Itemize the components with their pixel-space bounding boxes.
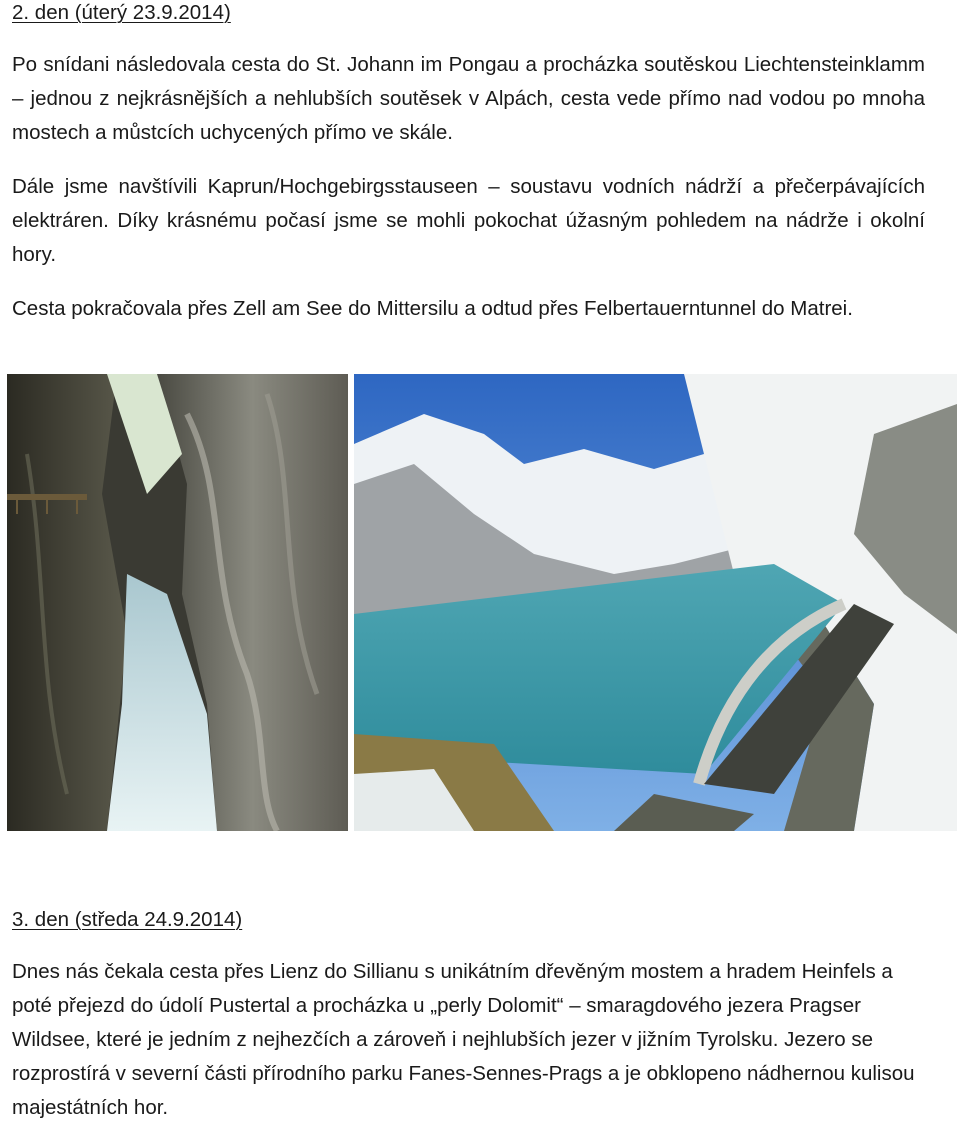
gorge-photo (7, 374, 348, 831)
day2-heading: 2. den (úterý 23.9.2014) (12, 1, 231, 24)
day3-paragraph-1: Dnes nás čekala cesta přes Lienz do Sillianu s unikátním dřevěným mostem a hradem Heinfels a poté přejezd do údolí Pustertal a procházka u „perly Dolomit“ – smaragdového jezera Pragser Wildsee, které je jedním z nejhezčích a zároveň i nejhlubších jezer v jižním Tyrolsku. Jezero se rozprostírá v severní části přírodního parku Fanes-Sennes-Prags a je obklopeno nádhernou kulisou majestátních hor. (12, 960, 915, 1119)
day2-paragraph-2: Dále jsme navštívili Kaprun/Hochgebirgsstauseen – soustavu vodních nádrží a přečerpávajících elektráren. Díky krásnému počasí jsme se mohli pokochat úžasným pohledem na nádrže i okolní hory. (12, 175, 925, 266)
reservoir-dam-photo (354, 374, 957, 831)
day2-paragraph-3: Cesta pokračovala přes Zell am See do Mittersilu a odtud přes Felbertauerntunnel do Matrei. (12, 297, 853, 320)
day2-paragraph-1: Po snídani následovala cesta do St. Johann im Pongau a procházka soutěskou Liechtensteinklamm – jednou z nejkrásnějších a nehlubších soutěsek v Alpách, cesta vede přímo nad vodou po mnoha mostech a můstcích uchycených přímo ve skále. (12, 53, 925, 144)
day3-heading: 3. den (středa 24.9.2014) (12, 908, 243, 931)
